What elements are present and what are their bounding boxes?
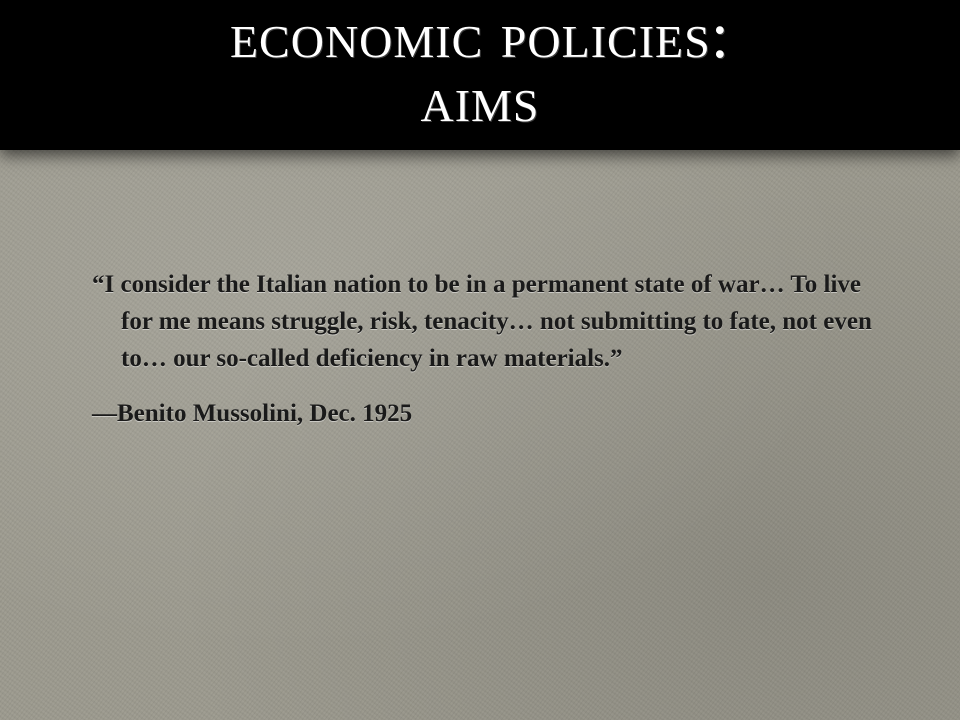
title-bar — [0, 0, 960, 150]
slide-title — [0, 0, 960, 136]
slide-title-line-1: economic policies: — [229, 0, 731, 72]
slide-title-line-2: aims — [420, 63, 540, 136]
quote-text: “I consider the Italian nation to be in a permanent state of war… To live for me means struggle, risk, tenacity… not submitting to fate, not even to… our so-called deficiency in raw materials.” — [92, 271, 872, 372]
quote-attribution: —Benito Mussolini, Dec. 1925 — [92, 400, 413, 427]
slide-content — [92, 266, 882, 432]
